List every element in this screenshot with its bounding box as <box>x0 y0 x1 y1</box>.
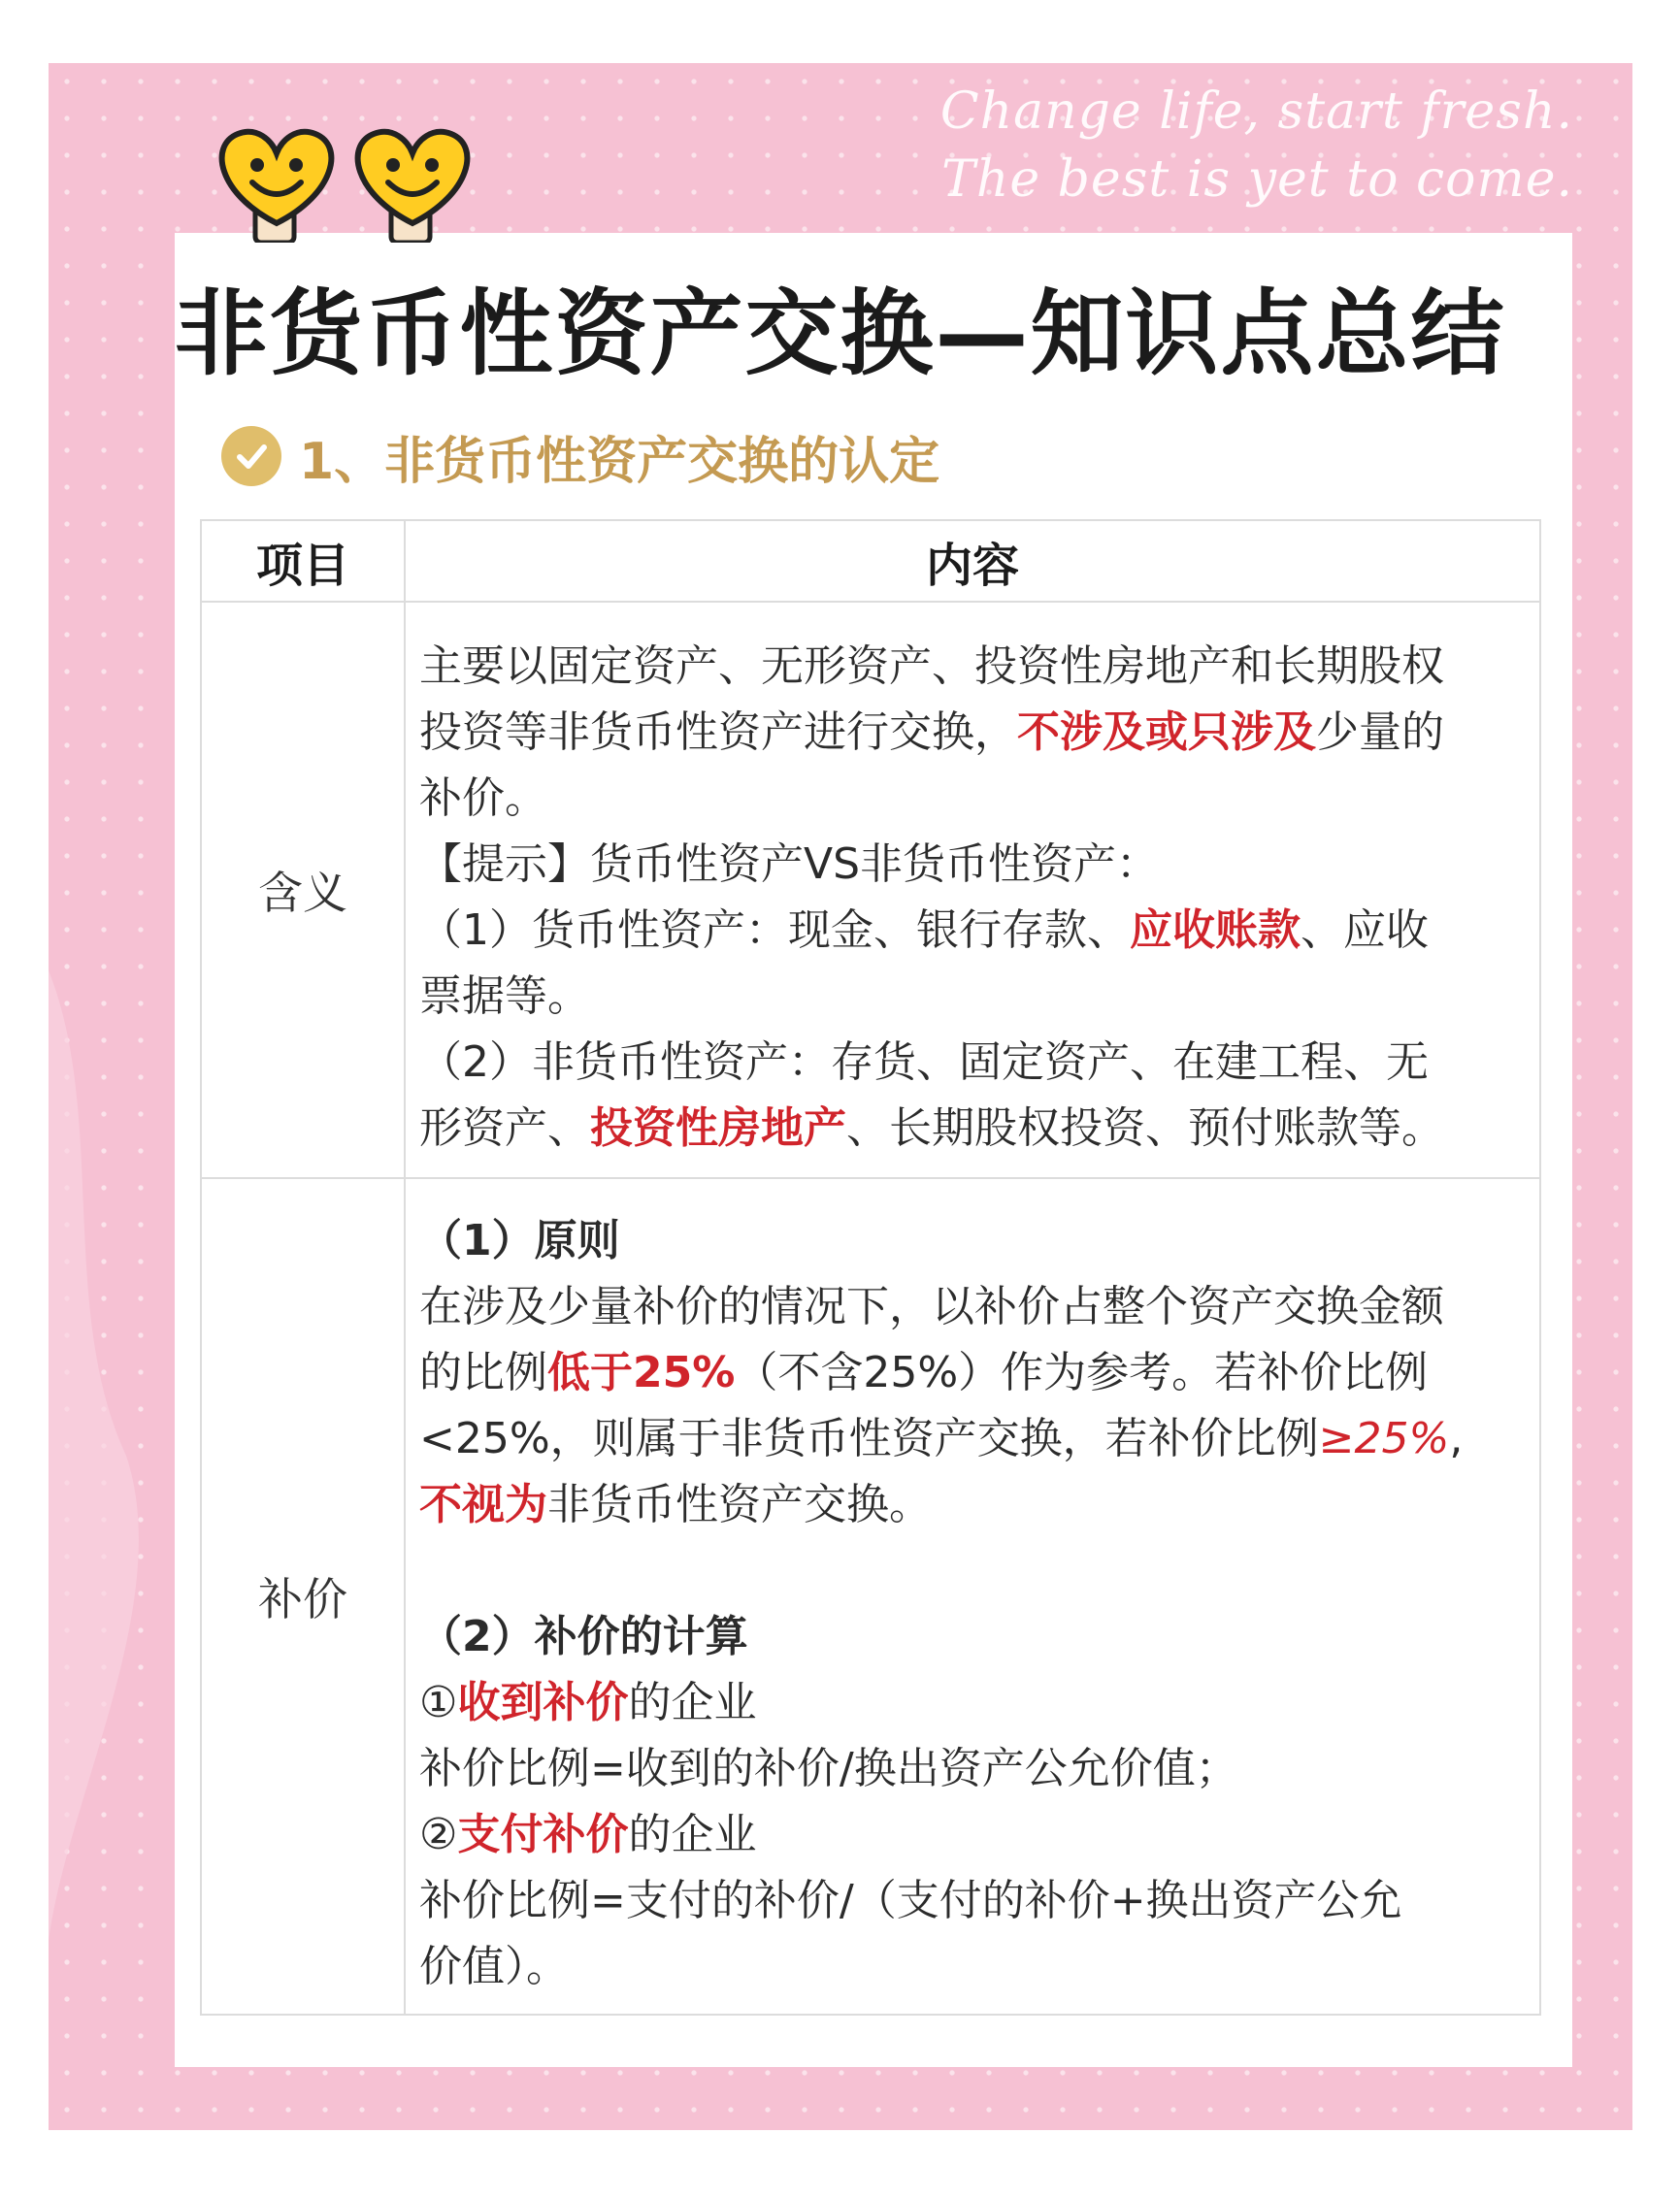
column-header-item: 项目 <box>201 520 405 602</box>
highlight-text: 支付补价 <box>457 1810 629 1859</box>
knowledge-table <box>200 519 1541 2016</box>
table-row <box>201 1178 1540 2015</box>
table-header-row <box>201 520 1540 602</box>
highlight-text: 低于25% <box>547 1348 736 1397</box>
highlight-text: 投资性房地产 <box>590 1103 846 1153</box>
text-run: （不含25%）作为参考。若补价比例 <box>735 1348 1429 1397</box>
highlight-text: 不视为 <box>419 1480 547 1529</box>
section-heading <box>221 422 939 490</box>
text-run: 投资等非货币性资产进行交换， <box>419 707 1017 757</box>
page-title: 非货币性资产交换—知识点总结 <box>174 279 1506 388</box>
text-run: , <box>1449 1414 1464 1463</box>
text-line: 在涉及少量补价的情况下，以补价占整个资产交换金额 <box>419 1282 1444 1331</box>
text-run: ② <box>419 1810 458 1859</box>
text-run: 形资产、 <box>419 1103 590 1153</box>
text-run: <25%，则属于非货币性资产交换，若补价比例 <box>419 1414 1319 1463</box>
section-title: 1、非货币性资产交换的认定 <box>299 432 940 491</box>
highlight-text: ≥25% <box>1318 1414 1450 1463</box>
text-line <box>419 1340 1526 1406</box>
table-row <box>201 602 1540 1178</box>
text-run: （1）货币性资产：现金、银行存款、 <box>419 905 1130 955</box>
row-content-meaning <box>405 602 1540 1178</box>
text-line: 补价比例=支付的补价/（支付的补价+换出资产公允 <box>419 1876 1402 1925</box>
text-line: 补价。 <box>419 773 547 823</box>
slogan-line-2: The best is yet to come. <box>941 150 1573 209</box>
text-run: 的企业 <box>628 1810 757 1859</box>
heart-mascot-icon <box>345 116 480 243</box>
text-line: 主要以固定资产、无形资产、投资性房地产和长期股权 <box>419 641 1444 691</box>
text-line <box>419 898 1526 964</box>
checkmark-icon <box>221 426 281 486</box>
text-line <box>419 1406 1526 1472</box>
highlight-text: 应收账款 <box>1130 905 1301 955</box>
text-line <box>419 700 1526 766</box>
heart-mascot-icon <box>209 116 345 243</box>
highlight-text: 不涉及或只涉及 <box>1017 707 1316 757</box>
text-line <box>419 1802 1526 1868</box>
text-run: 少量的 <box>1316 707 1444 757</box>
text-run: ① <box>419 1678 458 1727</box>
text-run: 的企业 <box>628 1678 757 1727</box>
text-run: 的比例 <box>419 1348 547 1397</box>
text-run: 、应收 <box>1301 905 1429 955</box>
text-line: 票据等。 <box>419 971 590 1021</box>
column-header-content: 内容 <box>405 520 1540 602</box>
text-run: 非货币性资产交换。 <box>547 1480 932 1529</box>
text-line <box>419 1670 1526 1736</box>
text-line <box>419 1096 1526 1162</box>
text-run: 、长期股权投资、预付账款等。 <box>846 1103 1444 1153</box>
subheading-principle: （1）原则 <box>419 1216 620 1265</box>
text-line: 补价比例=收到的补价/换出资产公允价值； <box>419 1744 1238 1793</box>
row-label-boot: 补价 <box>201 1178 405 2015</box>
subheading-calculation: （2）补价的计算 <box>419 1612 748 1661</box>
slogan-line-1: Change life, start fresh. <box>939 82 1573 141</box>
text-line: 价值）。 <box>419 1942 569 1991</box>
text-line: 【提示】货币性资产VS非货币性资产： <box>419 839 1160 889</box>
text-line <box>419 1472 1526 1538</box>
row-label-meaning: 含义 <box>201 602 405 1178</box>
highlight-text: 收到补价 <box>457 1678 629 1727</box>
text-line: （2）非货币性资产：存货、固定资产、在建工程、无 <box>419 1037 1429 1087</box>
blank-line <box>419 1538 1526 1604</box>
row-content-boot <box>405 1178 1540 2015</box>
